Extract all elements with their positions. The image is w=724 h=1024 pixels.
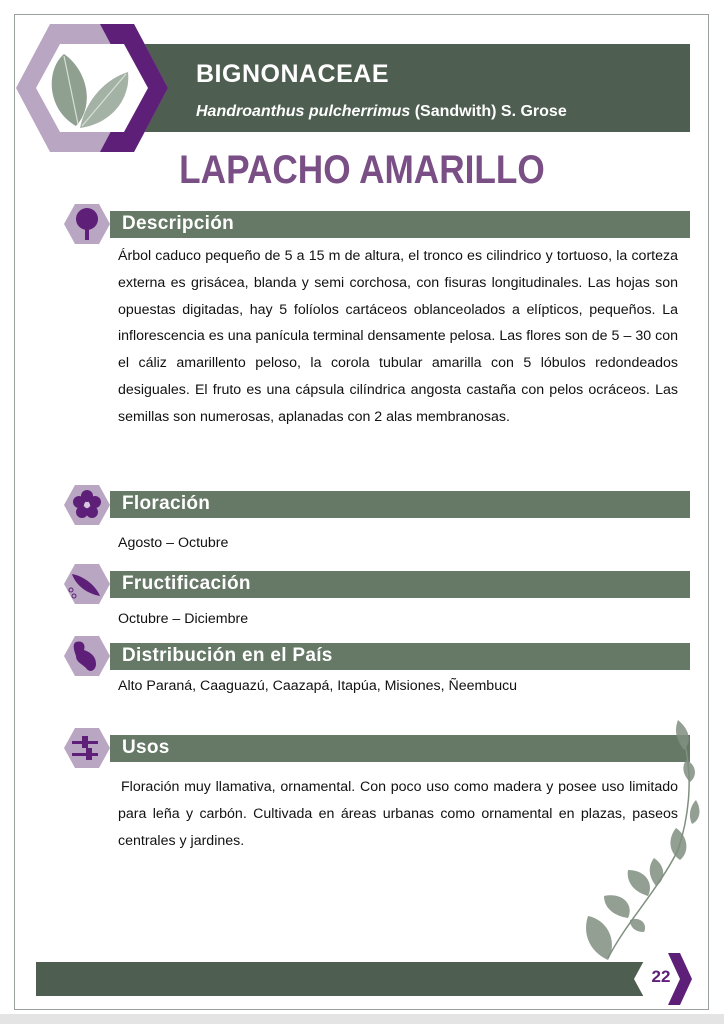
section-title: Distribución en el País bbox=[122, 645, 333, 666]
leaf-vine-decoration-icon bbox=[568, 720, 713, 970]
section-header-floracion bbox=[110, 491, 690, 518]
section-title: Fructificación bbox=[122, 573, 251, 594]
footer-bar bbox=[36, 962, 648, 996]
flower-icon bbox=[62, 483, 112, 527]
flowering-period: Agosto – Octubre bbox=[118, 535, 229, 551]
leaf-logo-icon bbox=[16, 24, 168, 152]
uses-text: Floración muy llamativa, ornamental. Con poco uso como madera y posee uso limitado para leña y carbón. Cultivada en áreas urbanas como ornamental en plazas, paseos centrales y jardines. bbox=[118, 779, 678, 849]
distribution-text: Alto Paraná, Caaguazú, Caazapá, Itapúa, Misiones, Ñeembucu bbox=[118, 678, 518, 694]
page-number: 22 bbox=[651, 967, 671, 986]
scientific-name-italic: Handroanthus pulcherrimus bbox=[196, 103, 411, 120]
paraguay-map-icon bbox=[62, 634, 112, 678]
sliders-icon bbox=[62, 726, 112, 770]
section-header-distribucion bbox=[110, 643, 690, 670]
section-title: Descripción bbox=[122, 213, 235, 234]
description-text: Árbol caduco pequeño de 5 a 15 m de altura, el tronco es cilindrico y tortuoso, la corteza externa es grisácea, blanda y semi corchosa, con fisuras longitudinales. Las hojas son opuestas digitadas, hay 5 folíolos cartáceos oblanceolados a elípticos, pequeños. La inflorescencia es una panícula terminal densamente pelosa. Las flores son de 5 – 30 con el cáliz amarillento peloso, la corola tubular amarilla con 5 lóbulos redondeados desiguales. El fruto es una cápsula cilíndrica angosta castaña con pelos ocráceos. Las semillas son numerosas, aplanadas con 2 alas membranosas. bbox=[118, 248, 678, 425]
page-number-hex-icon bbox=[632, 953, 692, 1005]
section-header-fructificacion bbox=[110, 571, 690, 598]
section-header-descripcion bbox=[110, 211, 690, 238]
tree-icon bbox=[62, 202, 112, 246]
bottom-strip bbox=[0, 1014, 724, 1024]
family-name: BIGNONACEAE bbox=[196, 60, 390, 88]
pea-pod-icon bbox=[62, 562, 112, 606]
fruiting-period: Octubre – Diciembre bbox=[118, 611, 249, 627]
scientific-name bbox=[196, 103, 567, 121]
common-name-title: LAPACHO AMARILLO bbox=[179, 148, 545, 192]
section-title: Floración bbox=[122, 493, 211, 514]
scientific-name-author: (Sandwith) S. Grose bbox=[414, 103, 567, 120]
section-title: Usos bbox=[122, 737, 170, 758]
